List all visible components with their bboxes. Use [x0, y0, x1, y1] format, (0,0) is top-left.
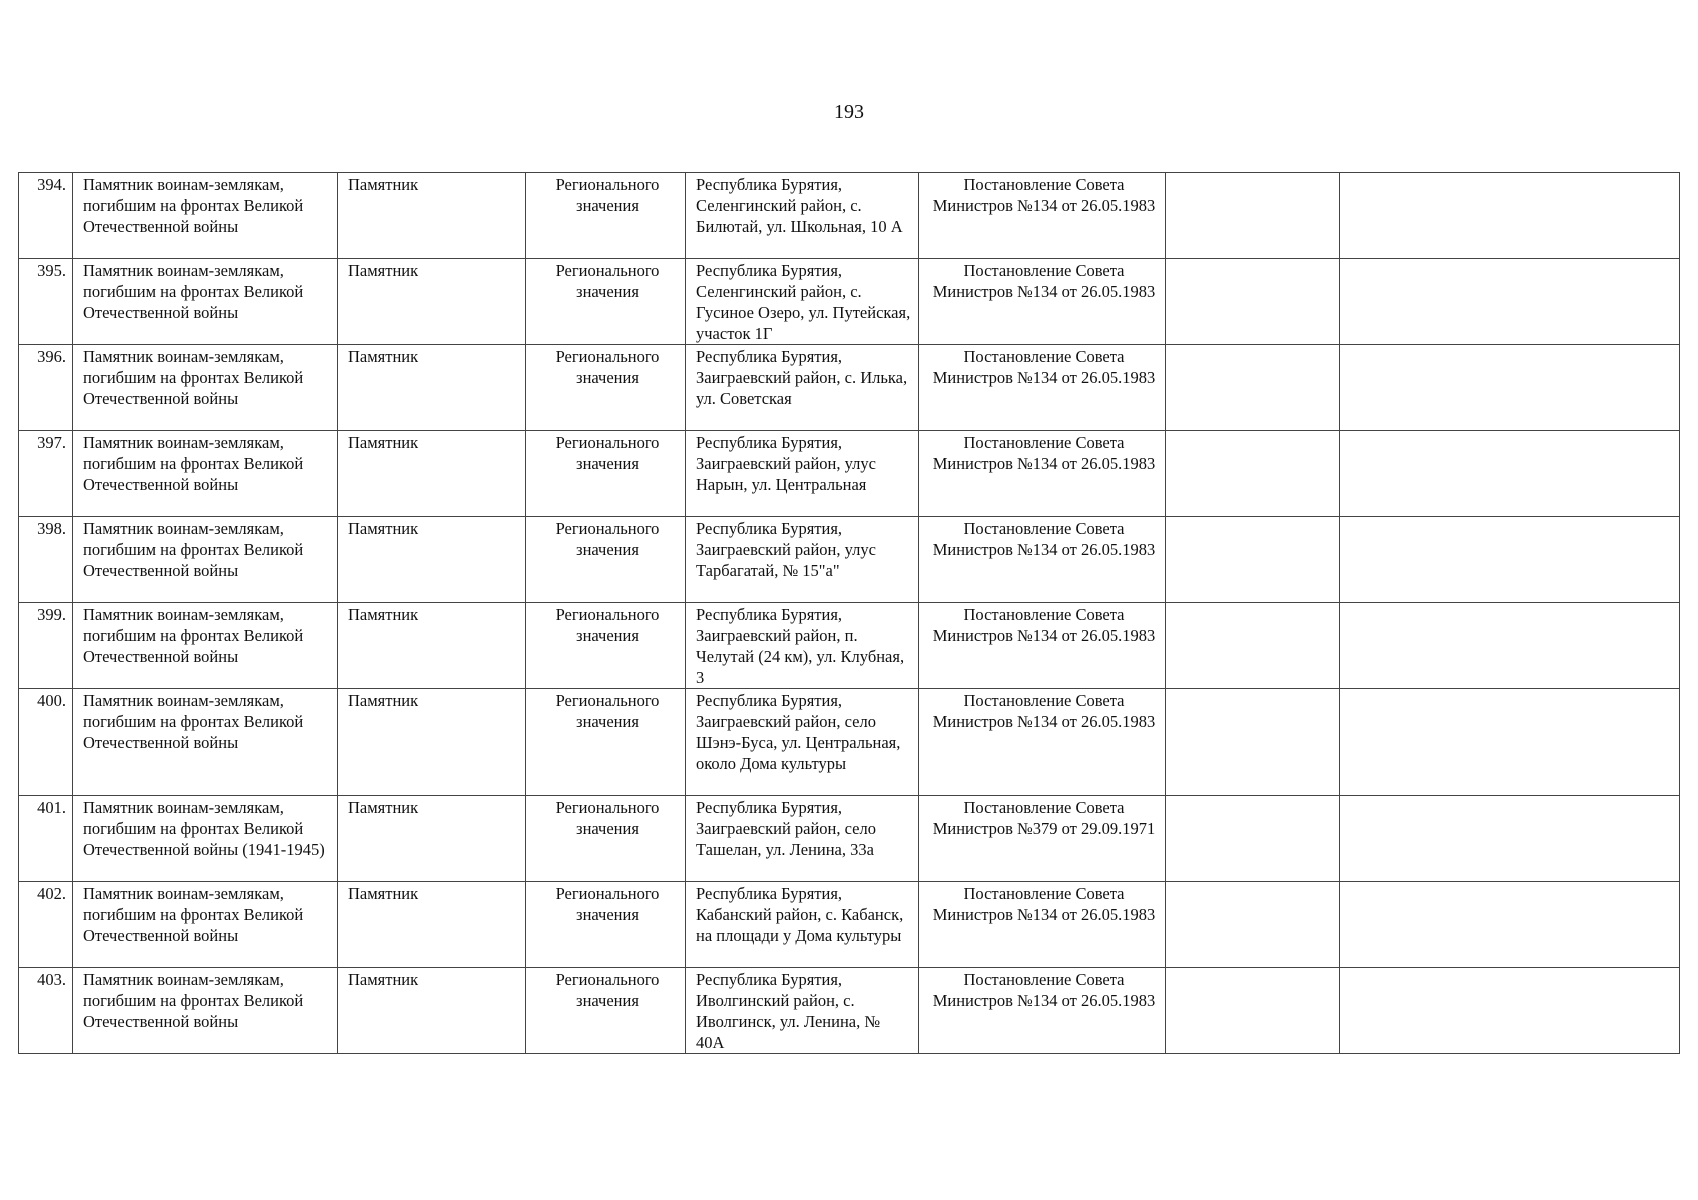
legal-document: Постановление Совета Министров №134 от 26.05.1983 [919, 689, 1166, 796]
empty-cell [1340, 603, 1680, 689]
row-number: 403. [19, 968, 73, 1054]
object-category: Регионального значения [526, 968, 686, 1054]
row-number: 397. [19, 431, 73, 517]
table-row [19, 259, 1680, 345]
object-address: Республика Бурятия, Заиграевский район, улус Нарын, ул. Центральная [686, 431, 919, 517]
object-category: Регионального значения [526, 259, 686, 345]
object-type: Памятник [338, 796, 526, 882]
row-number: 399. [19, 603, 73, 689]
object-type: Памятник [338, 882, 526, 968]
heritage-registry-table [18, 172, 1680, 1054]
object-name: Памятник воинам-землякам, погибшим на фронтах Великой Отечественной войны [73, 517, 338, 603]
object-address: Республика Бурятия, Иволгинский район, с. Иволгинск, ул. Ленина, № 40А [686, 968, 919, 1054]
object-category: Регионального значения [526, 603, 686, 689]
table-row [19, 689, 1680, 796]
empty-cell [1340, 517, 1680, 603]
empty-cell [1340, 882, 1680, 968]
object-address: Республика Бурятия, Селенгинский район, с. Билютай, ул. Школьная, 10 А [686, 173, 919, 259]
object-category: Регионального значения [526, 689, 686, 796]
empty-cell [1340, 968, 1680, 1054]
table-row [19, 173, 1680, 259]
object-address: Республика Бурятия, Заиграевский район, село Шэнэ-Буса, ул. Центральная, около Дома культуры [686, 689, 919, 796]
row-number: 401. [19, 796, 73, 882]
table-row [19, 968, 1680, 1054]
object-name: Памятник воинам-землякам, погибшим на фронтах Великой Отечественной войны [73, 603, 338, 689]
table-row [19, 882, 1680, 968]
row-number: 398. [19, 517, 73, 603]
object-address: Республика Бурятия, Заиграевский район, улус Тарбагатай, № 15"а" [686, 517, 919, 603]
object-category: Регионального значения [526, 345, 686, 431]
legal-document: Постановление Совета Министров №134 от 26.05.1983 [919, 259, 1166, 345]
legal-document: Постановление Совета Министров №134 от 26.05.1983 [919, 173, 1166, 259]
object-name: Памятник воинам-землякам, погибшим на фронтах Великой Отечественной войны (1941-1945) [73, 796, 338, 882]
legal-document: Постановление Совета Министров №134 от 26.05.1983 [919, 431, 1166, 517]
table-row [19, 517, 1680, 603]
legal-document: Постановление Совета Министров №134 от 26.05.1983 [919, 603, 1166, 689]
legal-document: Постановление Совета Министров №134 от 26.05.1983 [919, 968, 1166, 1054]
object-name: Памятник воинам-землякам, погибшим на фронтах Великой Отечественной войны [73, 173, 338, 259]
object-name: Памятник воинам-землякам, погибшим на фронтах Великой Отечественной войны [73, 968, 338, 1054]
object-address: Республика Бурятия, Заиграевский район, село Ташелан, ул. Ленина, 33а [686, 796, 919, 882]
empty-cell [1166, 517, 1340, 603]
legal-document: Постановление Совета Министров №134 от 26.05.1983 [919, 517, 1166, 603]
object-type: Памятник [338, 517, 526, 603]
empty-cell [1166, 882, 1340, 968]
object-type: Памятник [338, 173, 526, 259]
object-name: Памятник воинам-землякам, погибшим на фронтах Великой Отечественной войны [73, 689, 338, 796]
empty-cell [1166, 689, 1340, 796]
legal-document: Постановление Совета Министров №134 от 26.05.1983 [919, 345, 1166, 431]
object-category: Регионального значения [526, 173, 686, 259]
object-type: Памятник [338, 431, 526, 517]
empty-cell [1340, 173, 1680, 259]
table-row [19, 603, 1680, 689]
row-number: 394. [19, 173, 73, 259]
empty-cell [1340, 689, 1680, 796]
legal-document: Постановление Совета Министров №379 от 29.09.1971 [919, 796, 1166, 882]
object-address: Республика Бурятия, Заиграевский район, с. Илька, ул. Советская [686, 345, 919, 431]
table-row [19, 345, 1680, 431]
object-name: Памятник воинам-землякам, погибшим на фронтах Великой Отечественной войны [73, 882, 338, 968]
object-type: Памятник [338, 689, 526, 796]
empty-cell [1340, 431, 1680, 517]
empty-cell [1340, 796, 1680, 882]
object-type: Памятник [338, 345, 526, 431]
table-row [19, 796, 1680, 882]
row-number: 402. [19, 882, 73, 968]
object-category: Регионального значения [526, 431, 686, 517]
object-type: Памятник [338, 968, 526, 1054]
row-number: 395. [19, 259, 73, 345]
object-name: Памятник воинам-землякам, погибшим на фронтах Великой Отечественной войны [73, 431, 338, 517]
empty-cell [1340, 345, 1680, 431]
row-number: 396. [19, 345, 73, 431]
object-category: Регионального значения [526, 882, 686, 968]
legal-document: Постановление Совета Министров №134 от 26.05.1983 [919, 882, 1166, 968]
object-address: Республика Бурятия, Кабанский район, с. Кабанск, на площади у Дома культуры [686, 882, 919, 968]
empty-cell [1166, 431, 1340, 517]
empty-cell [1166, 173, 1340, 259]
empty-cell [1166, 603, 1340, 689]
empty-cell [1340, 259, 1680, 345]
object-category: Регионального значения [526, 517, 686, 603]
object-name: Памятник воинам-землякам, погибшим на фронтах Великой Отечественной войны [73, 259, 338, 345]
empty-cell [1166, 796, 1340, 882]
object-type: Памятник [338, 603, 526, 689]
object-address: Республика Бурятия, Заиграевский район, п. Челутай (24 км), ул. Клубная, 3 [686, 603, 919, 689]
empty-cell [1166, 259, 1340, 345]
empty-cell [1166, 968, 1340, 1054]
table-row [19, 431, 1680, 517]
object-address: Республика Бурятия, Селенгинский район, с. Гусиное Озеро, ул. Путейская, участок 1Г [686, 259, 919, 345]
object-name: Памятник воинам-землякам, погибшим на фронтах Великой Отечественной войны [73, 345, 338, 431]
object-type: Памятник [338, 259, 526, 345]
empty-cell [1166, 345, 1340, 431]
object-category: Регионального значения [526, 796, 686, 882]
page-number: 193 [834, 101, 864, 123]
row-number: 400. [19, 689, 73, 796]
